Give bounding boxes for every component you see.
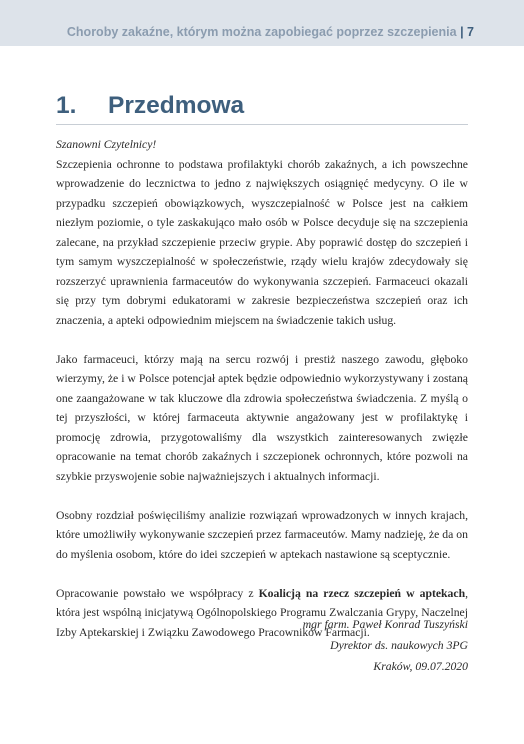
greeting: Szanowni Czytelnicy!	[56, 138, 157, 151]
signature-block	[168, 614, 468, 677]
paragraph-4-start: Opracowanie powstało we współpracy z	[56, 586, 259, 600]
running-header-title: Choroby zakaźne, którym można zapobiegać poprzez szczepienia	[66, 25, 457, 39]
running-header-separator: |	[460, 25, 464, 39]
paragraph-3: Osobny rozdział poświęciliśmy analizie rozwiązań wprowadzonych w innych krajach, które umożliwiły wykonywanie szczepień przez farmaceutów. Mamy nadzieję, że da on do myślenia osobom, które do idei szczepień w aptekach nastawione są sceptycznie.	[56, 508, 468, 561]
paragraph-2: Jako farmaceuci, którzy mają na sercu rozwój i prestiż naszego zawodu, głęboko wierzymy, że i w Polsce potencjał aptek będzie odpowiednio wykorzystywany i zostaną one zaangażowane w tak kluczowe dla zdrowia społeczeństwa świadczenia. Z myślą o tej przyszłości, w której farmaceuta aktywnie angażowany jest w profilaktykę i promocję zdrowia, przygotowaliśmy dla wszystkich zainteresowanych zwięzłe opracowanie na temat chorób zakaźnych i szczepionek ochronnych, które pozwoli na szybkie przyswojenie sobie najważniejszych i aktualnych informacji.	[56, 352, 468, 483]
signature-place-date: Kraków, 09.07.2020	[373, 660, 468, 673]
chapter-number: 1.	[56, 92, 77, 119]
paragraph-1: Szczepienia ochronne to podstawa profilaktyki chorób zakaźnych, a ich powszechne wprowadzenie do lecznictwa to jedno z największych osiągnięć medycyny. O ile w przypadku szczepień obowiązkowych, wyszczepialność w Polsce jest na całkiem niezłym poziomie, o tyle zaskakująco mało osób w Polsce decyduje się na szczepienia zalecane, na przykład szczepienie przeciw grypie. Aby poprawić dostęp do szczepień i tym samym wyszczepialność w społeczeństwie, rządy wielu krajów zdecydowały się rozszerzyć uprawnienia farmaceutów do wykonywania szczepień. Farmaceuci okazali się przy tym dobrymi edukatorami w zakresie bezpieczeństwa szczepień oraz ich znaczenia, a apteki odpowiednim miejscem na świadczenie takich usług.	[56, 157, 468, 327]
chapter-title: Przedmowa	[108, 92, 245, 119]
paragraph-4-end: , która jest wspólną inicjatywą Ogólnopolskiego Programu Zwalczania Grypy, Naczelnej Izby Aptekarskiej i Związku Zawodowego Pracowników Farmacji.	[56, 586, 469, 639]
running-header-band	[0, 0, 524, 46]
heading-divider	[56, 124, 468, 125]
signature-name: mgr farm. Paweł Konrad Tuszyński	[302, 618, 468, 631]
page-number: 7	[467, 25, 474, 39]
coalition-name: Koalicją na rzecz szczepień w aptekach	[258, 586, 466, 600]
body-text	[56, 135, 468, 642]
chapter-heading	[56, 92, 244, 120]
signature-role: Dyrektor ds. naukowych 3PG	[330, 639, 468, 652]
running-header	[67, 25, 474, 39]
